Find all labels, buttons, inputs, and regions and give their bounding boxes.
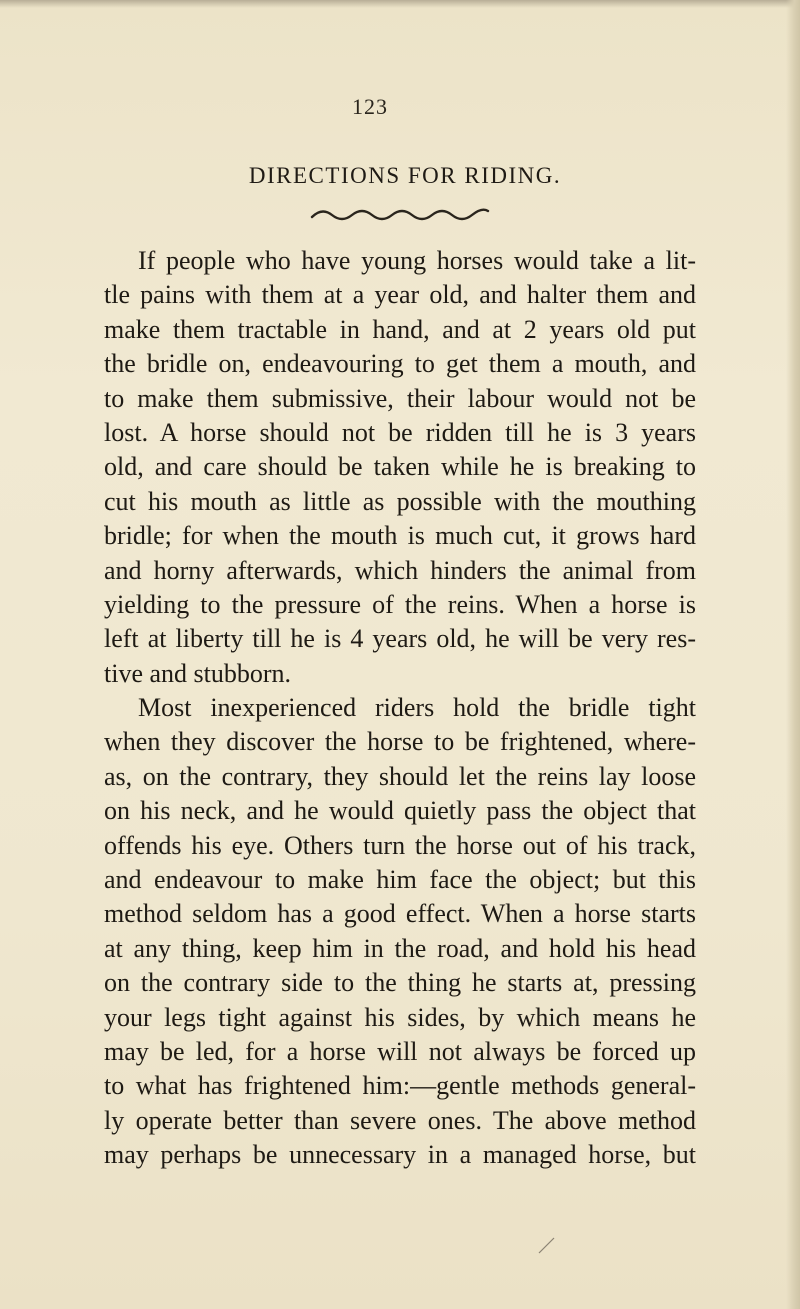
text-line: yielding to the pressure of the reins. When a horse is (104, 589, 696, 619)
text-line: on his neck, and he would quietly pass the object that (104, 796, 696, 826)
text-line: may be led, for a horse will not always be forced up (104, 1036, 696, 1066)
running-head: DIRECTIONS FOR RIDING. (248, 163, 562, 188)
text-line: to make them submissive, their labour would not be (104, 383, 696, 413)
page-number: 123 (352, 94, 388, 119)
paragraph-2 (104, 691, 696, 1172)
text-line: ly operate better than severe ones. The above method (104, 1105, 696, 1135)
text-line: the bridle on, endeavouring to get them a mouth, and (104, 349, 696, 379)
text-line: offends his eye. Others turn the horse out of his track, (104, 830, 696, 860)
text-line: Most inexperienced riders hold the bridle tight (138, 693, 696, 723)
pencil-mark (536, 1234, 558, 1256)
text-line: tive and stubborn. (104, 658, 292, 688)
text-line: and endeavour to make him face the object; but this (104, 865, 696, 895)
text-line: cut his mouth as little as possible with the mouthing (104, 486, 696, 516)
text-line: old, and care should be taken while he is breaking to (104, 452, 696, 482)
text-line: and horny afterwards, which hinders the animal from (104, 555, 696, 585)
text-line: make them tractable in hand, and at 2 years old put (104, 314, 696, 344)
text-line: may perhaps be unnecessary in a managed horse, but (104, 1140, 696, 1170)
text-line: at any thing, keep him in the road, and hold his head (104, 933, 696, 963)
page-right-edge (786, 0, 800, 1309)
text-line: to what has frightened him:—gentle methods general- (104, 1071, 696, 1101)
text-line: tle pains with them at a year old, and halter them and (104, 280, 696, 310)
text-line: left at liberty till he is 4 years old, he will be very res- (104, 624, 696, 654)
text-line: your legs tight against his sides, by which means he (104, 1002, 696, 1032)
text-line: If people who have young horses would take a lit- (138, 246, 696, 275)
body-text (104, 244, 696, 1173)
wavy-rule-ornament (310, 205, 490, 223)
text-line: as, on the contrary, they should let the reins lay loose (104, 761, 696, 791)
text-line: lost. A horse should not be ridden till he is 3 years (104, 417, 696, 447)
text-line: on the contrary side to the thing he starts at, pressing (104, 968, 696, 998)
paragraph-1 (104, 244, 696, 691)
text-line: when they discover the horse to be frightened, where- (104, 727, 696, 757)
text-line: bridle; for when the mouth is much cut, it grows hard (104, 521, 696, 551)
page-top-edge (0, 0, 800, 8)
text-line: method seldom has a good effect. When a horse starts (104, 899, 696, 929)
